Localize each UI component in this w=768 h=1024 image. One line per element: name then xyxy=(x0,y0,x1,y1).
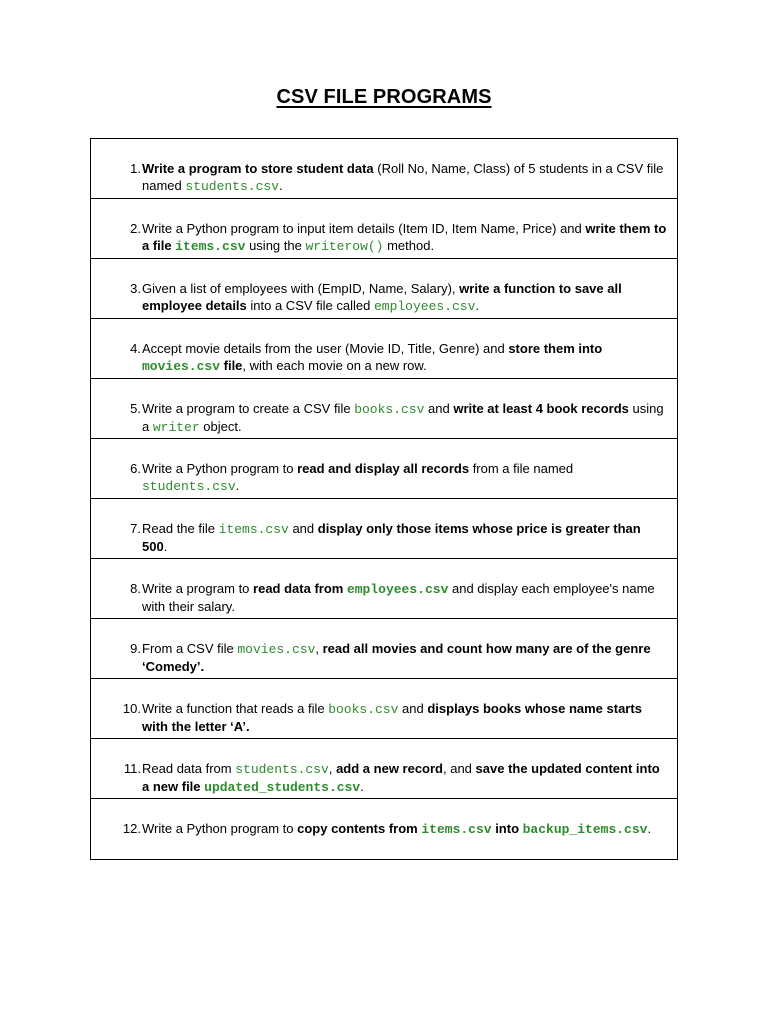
filename-code: employees.csv xyxy=(373,298,476,314)
question-number: 2. xyxy=(130,221,141,236)
question-row xyxy=(91,799,677,859)
question-number: 4. xyxy=(130,341,141,356)
question-text-bold: store them into xyxy=(508,341,603,356)
question-text-segment: using a xyxy=(142,401,664,434)
question-text-segment: and xyxy=(398,701,428,716)
filename-code: employees.csv xyxy=(346,582,449,597)
question-text-segment: Write a function that reads a file xyxy=(142,701,329,716)
filename-code: movies.csv xyxy=(142,358,221,374)
question-text-segment: Write a program to xyxy=(142,581,254,596)
question-text-segment: object. xyxy=(199,418,242,434)
question-text xyxy=(142,401,667,436)
question-text-segment: . xyxy=(163,538,168,554)
question-text-bold: write a function to save all employee details xyxy=(142,281,622,313)
question-text-segment: Accept movie details from the user (Movie ID, Title, Genre) and xyxy=(142,341,509,356)
question-number: 9. xyxy=(130,641,141,656)
question-text-segment: Write a Python program to xyxy=(142,461,298,476)
question-text xyxy=(142,221,667,255)
question-text-bold: read data from xyxy=(253,581,347,596)
question-number: 12. xyxy=(122,821,141,836)
question-text xyxy=(142,821,667,839)
question-text-segment: Read data from xyxy=(142,761,236,776)
question-row xyxy=(91,559,677,619)
question-text-bold: read and display all records xyxy=(297,461,470,476)
question-text-segment: using the xyxy=(245,237,306,253)
question-text xyxy=(142,461,667,495)
question-row xyxy=(91,319,677,379)
question-text-segment: , and xyxy=(443,761,476,776)
question-number: 5. xyxy=(130,401,141,416)
question-row xyxy=(91,739,677,799)
filename-code: items.csv xyxy=(421,822,492,837)
filename-code: students.csv xyxy=(185,178,279,194)
filename-code: students.csv xyxy=(142,478,236,494)
filename-code: backup_items.csv xyxy=(522,822,648,837)
question-text-segment: and xyxy=(424,401,454,416)
question-number: 3. xyxy=(130,281,141,296)
question-text-bold: into xyxy=(491,821,523,836)
filename-code: books.csv xyxy=(328,702,399,717)
question-number: 6. xyxy=(130,461,141,476)
question-number: 8. xyxy=(130,581,141,596)
question-text-segment: Write a Python program to input item details (Item ID, Item Name, Price) and xyxy=(142,221,586,236)
question-text-bold: Write a program to store student data xyxy=(142,161,374,176)
question-text xyxy=(142,161,667,195)
question-table xyxy=(90,138,678,860)
question-number: 7. xyxy=(130,521,141,536)
question-text-segment: Write a Python program to xyxy=(142,821,298,836)
question-text-segment: Write a program to create a CSV file xyxy=(142,401,355,416)
question-text-bold: copy contents from xyxy=(297,821,422,836)
question-number: 1. xyxy=(130,161,141,176)
question-text xyxy=(142,581,667,615)
question-number: 10. xyxy=(122,701,141,716)
question-text xyxy=(142,701,667,735)
question-text-segment: From a CSV file xyxy=(142,641,238,656)
filename-code: updated_students.csv xyxy=(204,779,361,795)
question-row xyxy=(91,379,677,439)
question-text-segment: . xyxy=(360,778,364,794)
page-title: CSV FILE PROGRAMS xyxy=(276,86,492,108)
question-text-segment: , with each movie on a new row. xyxy=(242,357,427,373)
question-row xyxy=(91,679,677,739)
question-text-bold: save the updated content into a new file xyxy=(142,761,660,794)
question-text-bold: display only those items whose price is greater than 500 xyxy=(142,521,641,554)
question-text xyxy=(142,521,667,555)
question-text-segment: . xyxy=(235,477,240,493)
question-text-segment: and xyxy=(288,521,318,536)
question-text-bold: file xyxy=(220,357,243,373)
question-text-segment: , xyxy=(328,761,337,776)
question-row xyxy=(91,619,677,679)
question-text-bold: read all movies and count how many are of the genre ‘Comedy’. xyxy=(142,641,651,674)
question-row xyxy=(91,499,677,559)
question-text-segment: Read the file xyxy=(142,521,219,536)
filename-code: items.csv xyxy=(175,238,246,254)
question-text-bold: write at least 4 book records xyxy=(453,401,629,416)
question-row xyxy=(91,139,677,199)
question-row xyxy=(91,199,677,259)
question-text xyxy=(142,761,667,796)
question-text-segment: Given a list of employees with (EmpID, Name, Salary), xyxy=(142,281,460,296)
question-text-segment: . xyxy=(475,297,480,313)
filename-code: writer xyxy=(152,419,200,435)
question-text-bold: displays books whose name starts with the letter ‘A’. xyxy=(142,701,642,734)
question-text-bold: write them to a file xyxy=(142,221,667,253)
filename-code: students.csv xyxy=(235,762,329,777)
question-text xyxy=(142,281,667,315)
question-row xyxy=(91,439,677,499)
question-text-segment: into a CSV file called xyxy=(246,297,374,313)
filename-code: writerow() xyxy=(305,238,384,254)
question-text-segment: . xyxy=(279,177,283,193)
question-text xyxy=(142,641,667,675)
question-row xyxy=(91,259,677,319)
filename-code: movies.csv xyxy=(237,642,316,657)
question-text-segment: , xyxy=(315,641,323,656)
question-text-segment: from a file named xyxy=(469,461,574,476)
question-text xyxy=(142,341,667,375)
question-text-segment: and display each employee's name with their salary. xyxy=(142,581,655,614)
question-text-segment: method. xyxy=(383,237,435,253)
filename-code: books.csv xyxy=(354,402,425,417)
question-text-segment: (Roll No, Name, Class) of 5 students in a CSV file named xyxy=(142,161,664,193)
question-text-segment: . xyxy=(647,821,652,836)
question-text-bold: add a new record xyxy=(336,761,443,776)
filename-code: items.csv xyxy=(218,522,289,537)
question-number: 11. xyxy=(123,761,141,776)
